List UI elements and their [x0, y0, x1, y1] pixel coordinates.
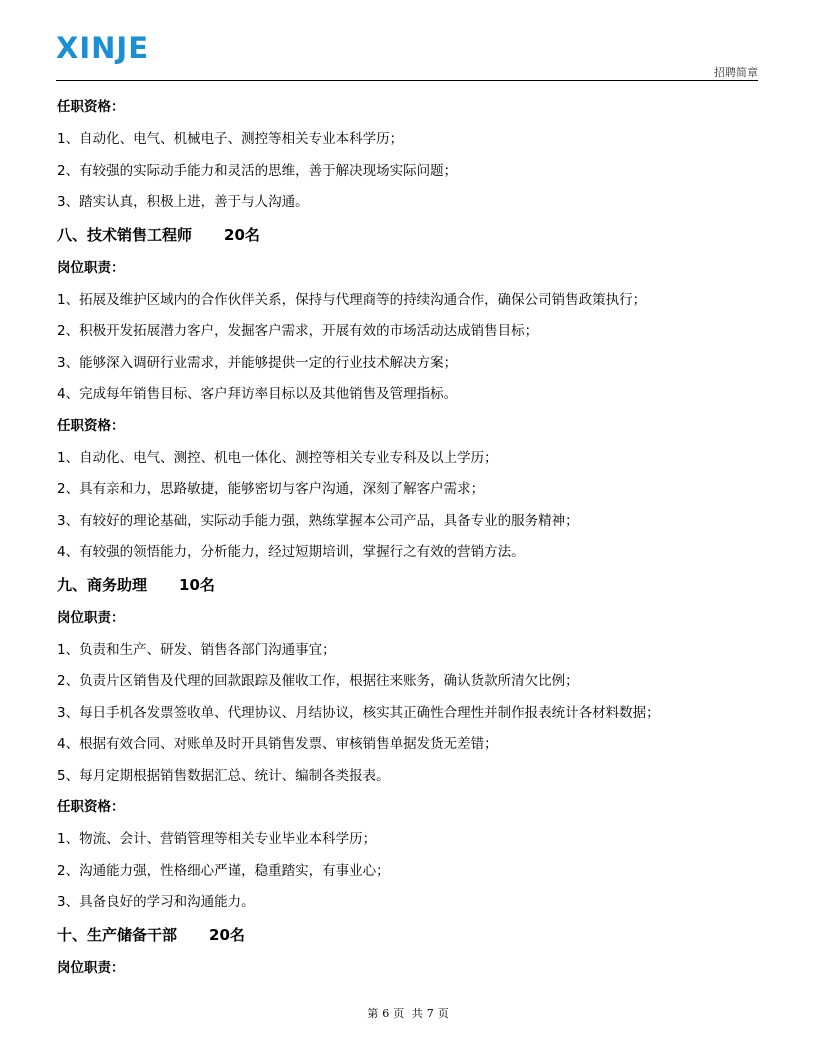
qualification-item: 3、踏实认真，积极上进，善于与人沟通。	[57, 194, 309, 210]
duty-item: 2、积极开发拓展潜力客户，发掘客户需求，开展有效的市场活动达成销售目标；	[57, 323, 539, 339]
section-title: 八、技术销售工程师	[57, 225, 193, 244]
duty-item: 3、每日手机各发票签收单、代理协议、月结协议，核实其正确性合理性并制作报表统计各材料数据；	[57, 704, 660, 721]
section-title: 十、生产储备干部	[57, 925, 178, 944]
page-content	[57, 98, 757, 991]
section-heading-technical-sales	[57, 225, 757, 245]
current-page-number: 6	[382, 1007, 390, 1020]
qualifications-heading: 任职资格：	[57, 99, 125, 115]
duty-item: 1、负责和生产、研发、销售各部门沟通事宜；	[57, 641, 336, 658]
footer-page-word: 页	[393, 1007, 405, 1020]
document-type-label: 招聘简章	[714, 66, 758, 79]
duties-heading: 岗位职责：	[57, 609, 125, 626]
duties-heading: 岗位职责：	[57, 959, 125, 976]
qualification-item: 1、自动化、电气、机械电子、测控等相关专业本科学历；	[57, 131, 404, 147]
duty-item: 4、根据有效合同、对账单及时开具销售发票、审核销售单据发货无差错；	[57, 736, 498, 752]
qualifications-heading: 任职资格：	[57, 417, 125, 434]
page-footer	[0, 1005, 816, 1021]
footer-total-word: 共	[411, 1007, 423, 1020]
qualification-item: 2、有较强的实际动手能力和灵活的思维，善于解决现场实际问题；	[57, 162, 458, 179]
qualification-item: 2、具有亲和力，思路敏捷，能够密切与客户沟通，深刻了解客户需求；	[57, 481, 485, 497]
duty-item: 1、拓展及维护区域内的合作伙伴关系，保持与代理商等的持续沟通合作，确保公司销售政策执行；	[57, 291, 647, 308]
xinje-logo: XINJE	[56, 31, 150, 65]
qualification-item: 1、自动化、电气、测控、机电一体化、测控等相关专业专科及以上学历；	[57, 449, 498, 466]
duty-item: 4、完成每年销售目标、客户拜访率目标以及其他销售及管理指标。	[57, 386, 458, 402]
duty-item: 5、每月定期根据销售数据汇总、统计、编制各类报表。	[57, 767, 390, 784]
headcount: 20名	[209, 925, 245, 944]
qualification-item: 1、物流、会计、营销管理等相关专业毕业本科学历；	[57, 831, 377, 847]
headcount: 10名	[179, 575, 215, 594]
duty-item: 2、负责片区销售及代理的回款跟踪及催收工作，根据往来账务，确认货款所清欠比例；	[57, 673, 579, 689]
section-heading-production-reserve	[57, 925, 757, 945]
qualification-item: 4、有较强的领悟能力，分析能力，经过短期培训，掌握行之有效的营销方法。	[57, 544, 525, 560]
header-divider	[56, 80, 758, 81]
qualification-item: 2、沟通能力强，性格细心严谨，稳重踏实，有事业心；	[57, 862, 390, 879]
duty-item: 3、能够深入调研行业需求，并能够提供一定的行业技术解决方案；	[57, 354, 458, 371]
footer-prefix: 第	[367, 1007, 379, 1020]
footer-suffix: 页	[437, 1007, 449, 1020]
qualifications-heading: 任职资格：	[57, 799, 125, 815]
headcount: 20名	[224, 225, 260, 244]
duties-heading: 岗位职责：	[57, 259, 125, 276]
qualification-item: 3、具备良好的学习和沟通能力。	[57, 894, 255, 910]
total-pages-number: 7	[426, 1007, 434, 1020]
section-title: 九、商务助理	[57, 575, 148, 594]
section-heading-business-assistant	[57, 575, 757, 595]
qualification-item: 3、有较好的理论基础，实际动手能力强，熟练掌握本公司产品，具备专业的服务精神；	[57, 512, 579, 529]
